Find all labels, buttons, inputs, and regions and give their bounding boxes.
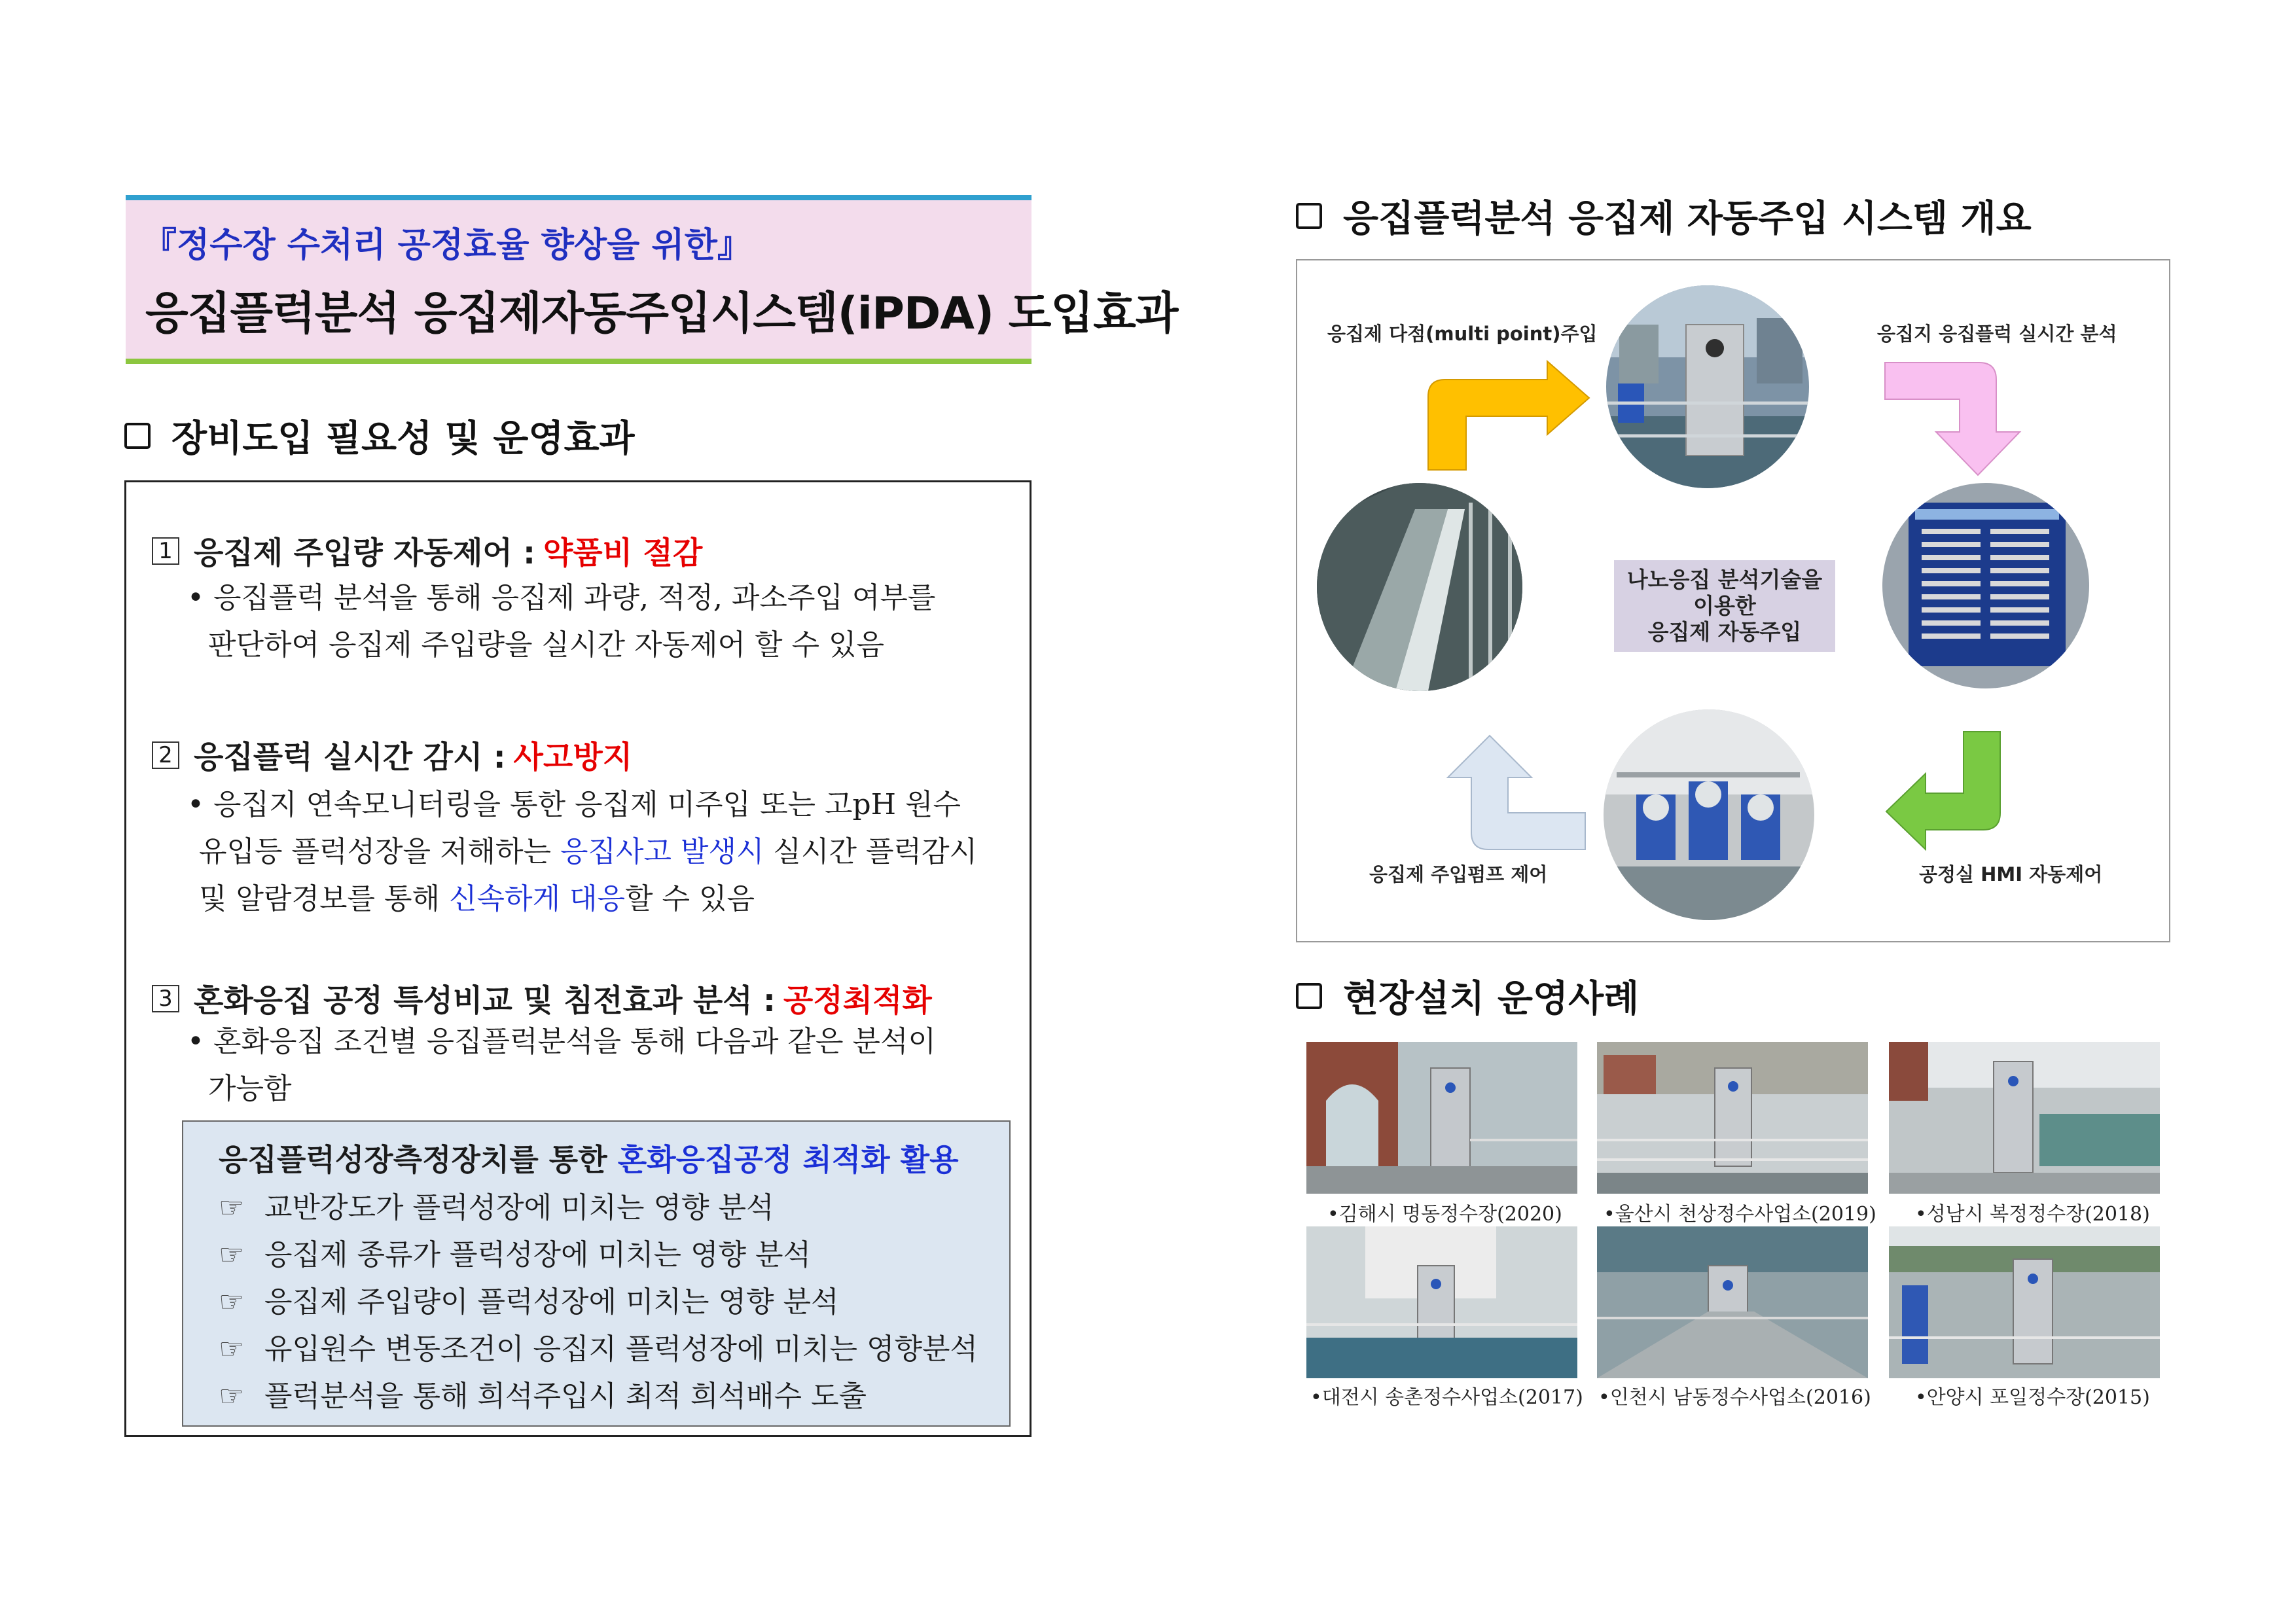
label-hmi-control: 공정실 HMI 자동제어	[1919, 863, 2103, 885]
pointing-hand-icon: ☞	[219, 1191, 245, 1224]
list-item	[219, 1373, 978, 1420]
body-text: 및 알람경보를 통해	[199, 882, 449, 916]
item-heading-text: 응집제 주입량 자동제어 :	[194, 535, 535, 571]
list-item-text: 응집제 주입량이 플럭성장에 미치는 영향 분석	[264, 1285, 839, 1319]
body-text: 실시간 플럭감시	[764, 835, 978, 868]
label-multi-point-injection: 응집제 다점(multi point)주입	[1327, 323, 1598, 345]
case-caption: •울산시 천상정수사업소(2019)	[1604, 1203, 1876, 1226]
item-3-body	[187, 1018, 936, 1113]
label-pump-control: 응집제 주입펌프 제어	[1369, 863, 1548, 885]
case-caption: •인천시 남동정수사업소(2016)	[1598, 1386, 1871, 1409]
bullet: •	[187, 1025, 204, 1058]
page-title: 응집플럭분석 응집제자동주입시스템(iPDA) 도입효과	[145, 288, 1178, 340]
section-heading-text: 장비도입 필요성 및 운영효과	[171, 418, 635, 460]
optimization-box-title	[219, 1136, 959, 1179]
case-photo-ulsan	[1597, 1042, 1868, 1194]
body-text: 할 수 있음	[625, 882, 755, 916]
dosing-pump-photo	[1604, 709, 1814, 920]
list-item	[219, 1279, 978, 1326]
bullet: •	[187, 788, 204, 821]
case-caption: •성남시 복정정수장(2018)	[1915, 1203, 2150, 1226]
box-title-emphasis: 혼화응집공정 최적화 활용	[617, 1142, 959, 1177]
case-photo-seongnam	[1889, 1042, 2160, 1194]
center-caption-line: 이용한	[1693, 593, 1756, 618]
item-highlight: 공정최적화	[783, 983, 932, 1019]
optimization-list	[219, 1185, 978, 1420]
arrow-top-right-icon	[1881, 359, 2045, 479]
case-photo-gimhae	[1306, 1042, 1577, 1194]
item-number: 3	[152, 985, 179, 1012]
flocculation-basin-photo	[1317, 483, 1522, 691]
checkbox-icon	[1296, 983, 1322, 1009]
list-item-text: 플럭분석을 통해 희석주입시 최적 희석배수 도출	[264, 1380, 867, 1413]
center-caption-line: 응집제 자동주입	[1647, 619, 1802, 645]
body-line: 혼화응집 조건별 응집플럭분석을 통해 다음과 같은 분석이	[213, 1025, 936, 1058]
case-photo-daejeon	[1306, 1226, 1577, 1378]
bullet: •	[187, 581, 204, 615]
section-heading-cases	[1296, 970, 1639, 1022]
case-photo-anyang	[1889, 1226, 2160, 1378]
item-heading-text: 응집플럭 실시간 감시 :	[194, 740, 506, 776]
body-line: 가능함	[208, 1072, 292, 1105]
arrow-bottom-right-icon	[1882, 728, 2045, 853]
section-heading-overview	[1296, 190, 2032, 242]
list-item-text: 유입원수 변동조건이 응집지 플럭성장에 미치는 영향분석	[264, 1332, 978, 1366]
item-highlight: 약품비 절감	[543, 535, 703, 571]
section-heading-text: 응집플럭분석 응집제 자동주입 시스템 개요	[1343, 198, 2032, 240]
item-heading-text: 혼화응집 공정 특성비교 및 침전효과 분석 :	[194, 983, 776, 1019]
label-realtime-analysis: 응집지 응집플럭 실시간 분석	[1877, 323, 2117, 345]
list-item	[219, 1232, 978, 1279]
body-line: 응집플럭 분석을 통해 응집제 과량, 적정, 과소주입 여부를	[213, 581, 936, 615]
case-photo-incheon	[1597, 1226, 1868, 1378]
body-emphasis: 응집사고 발생시	[560, 835, 764, 868]
section-heading-text: 현장설치 운영사례	[1343, 978, 1640, 1020]
analyzer-cabinet-photo	[1606, 285, 1809, 488]
hmi-screen-photo	[1882, 483, 2089, 688]
pointing-hand-icon: ☞	[219, 1238, 245, 1272]
section-heading-necessity	[124, 410, 635, 462]
arrow-bottom-left-icon	[1428, 732, 1589, 853]
body-line: 응집지 연속모니터링을 통한 응집제 미주입 또는 고pH 원수	[213, 788, 961, 821]
body-emphasis: 신속하게 대응	[449, 882, 626, 916]
pointing-hand-icon: ☞	[219, 1380, 245, 1413]
item-2-body	[187, 781, 977, 923]
body-line: 판단하여 응집제 주입량을 실시간 자동제어 할 수 있음	[208, 628, 884, 662]
title-subtitle: 『정수장 수처리 공정효율 향상을 위한』	[143, 226, 751, 265]
item-number: 2	[152, 741, 179, 769]
list-item	[219, 1326, 978, 1373]
list-item	[219, 1185, 978, 1232]
case-caption: •김해시 명동정수장(2020)	[1327, 1203, 1562, 1226]
case-caption: •안양시 포일정수장(2015)	[1915, 1386, 2150, 1409]
item-highlight: 사고방지	[513, 740, 633, 776]
checkbox-icon	[1296, 203, 1322, 229]
item-2-heading	[152, 733, 632, 777]
checkbox-icon	[124, 423, 151, 449]
list-item-text: 응집제 종류가 플럭성장에 미치는 영향 분석	[264, 1238, 812, 1272]
item-1-body	[187, 575, 935, 669]
arrow-top-left-icon	[1424, 357, 1593, 474]
list-item-text: 교반강도가 플럭성장에 미치는 영향 분석	[264, 1191, 774, 1224]
item-1-heading	[152, 529, 702, 573]
pointing-hand-icon: ☞	[219, 1285, 245, 1319]
item-number: 1	[152, 537, 179, 565]
body-text: 유입등 플럭성장을 저해하는	[199, 835, 561, 868]
box-title-text: 응집플럭성장측정장치를 통한	[219, 1142, 618, 1177]
pointing-hand-icon: ☞	[219, 1332, 245, 1366]
item-3-heading	[152, 976, 932, 1020]
case-caption: •대전시 송촌정수사업소(2017)	[1310, 1386, 1583, 1409]
center-caption-box	[1614, 560, 1835, 652]
center-caption-line: 나노응집 분석기술을	[1626, 567, 1823, 592]
